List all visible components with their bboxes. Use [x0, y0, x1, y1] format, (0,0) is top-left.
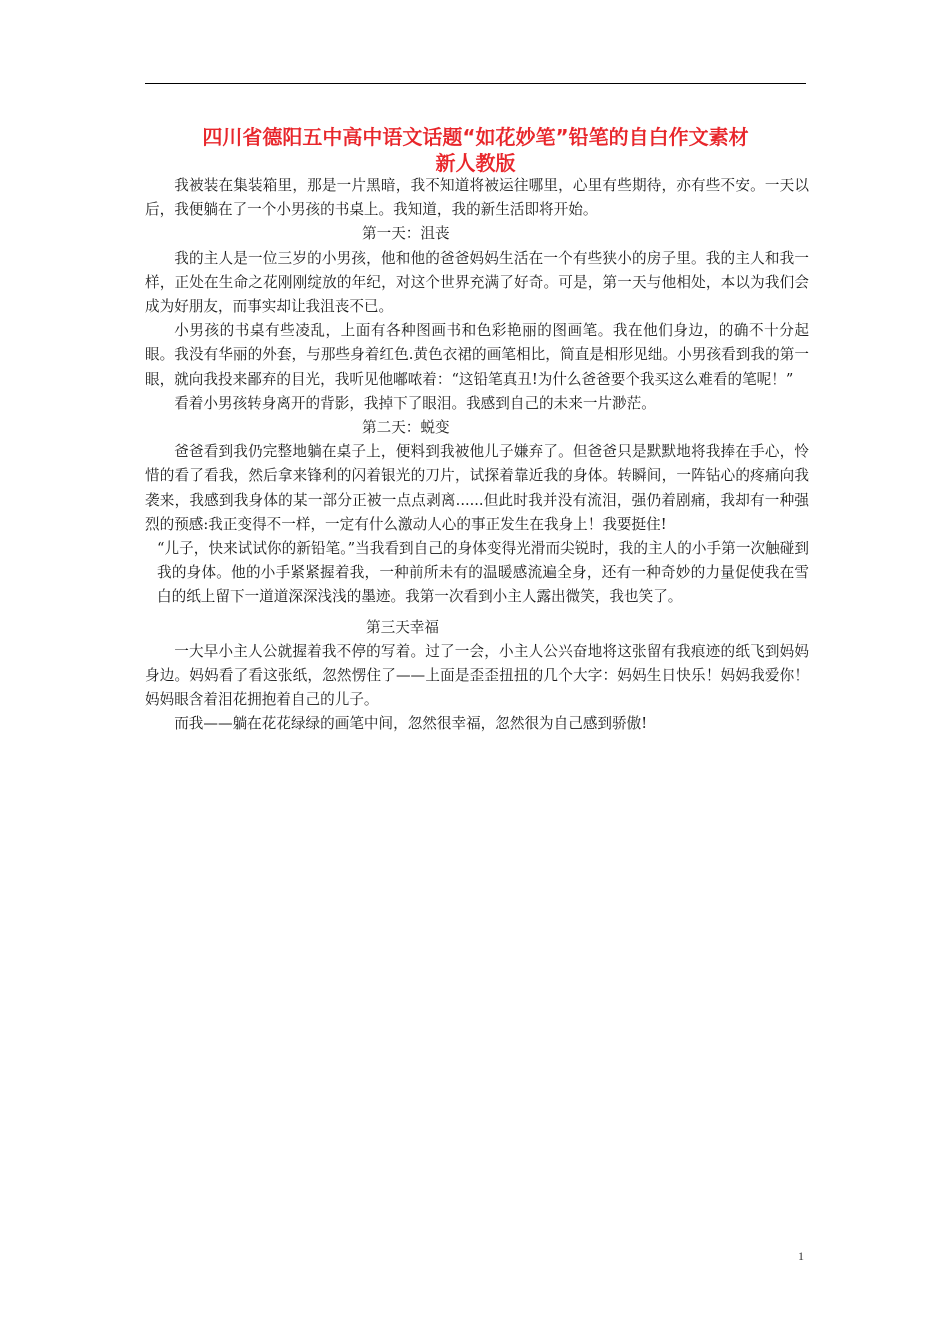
page-number: 1 — [798, 1249, 804, 1263]
paragraph: 爸爸看到我仍完整地躺在桌子上，便料到我被他儿子嫌弃了。但爸爸只是默默地将我捧在手心，怜惜的看了看我，然后拿来锋利的闪着银光的刀片，试探着靠近我的身体。转瞬间，一阵钻心的疼痛向我袭来，我感到我身体的某一部分正被一点点剥离......但此时我并没有流泪，强仍着剧痛，我却有一种强烈的预感:我正变得不一样，一定有什么激动人心的事正发生在我身上！我要挺住! — [145, 443, 809, 533]
header-rule — [145, 83, 806, 84]
title-line-1: 四川省德阳五中高中语文话题“如花妙笔”铅笔的自白作文素材 — [202, 125, 749, 149]
paragraph: 我被装在集装箱里，那是一片黑暗，我不知道将被运往哪里，心里有些期待，亦有些不安。一天以后，我便躺在了一个小男孩的书桌上。我知道，我的新生活即将开始。 — [145, 177, 809, 219]
document-title — [145, 124, 806, 176]
section-heading-day1: 第一天：沮丧 — [362, 225, 450, 243]
section-heading-day2: 第二天：蜕变 — [362, 419, 450, 437]
title-line-2: 新人教版 — [435, 151, 516, 175]
paragraph: 我的主人是一位三岁的小男孩，他和他的爸爸妈妈生活在一个有些狭小的房子里。我的主人和我一样，正处在生命之花刚刚绽放的年纪，对这个世界充满了好奇。可是，第一天与他相处，本以为我们会成为好朋友，而事实却让我沮丧不已。 — [145, 249, 809, 316]
section-heading-day3: 第三天幸福 — [366, 618, 439, 636]
paragraph: 而我——躺在花花绿绿的画笔中间，忽然很幸福，忽然很为自己感到骄傲! — [174, 715, 648, 733]
document-body — [145, 174, 809, 737]
paragraph: 一大早小主人公就握着我不停的写着。过了一会，小主人公兴奋地将这张留有我痕迹的纸飞到妈妈身边。妈妈看了看这张纸，忽然愣住了——上面是歪歪扭扭的几个大字：妈妈生日快乐！妈妈我爱你！妈妈眼含着泪花拥抱着自己的儿子。 — [145, 642, 809, 709]
paragraph: “儿子，快来试试你的新铅笔。”当我看到自己的身体变得光滑而尖锐时，我的主人的小手第一次触碰到我的身体。他的小手紧紧握着我，一种前所未有的温暖感流遍全身，还有一种奇妙的力量促使我在雪白的纸上留下一道道深深浅浅的墨迹。我第一次看到小主人露出微笑，我也笑了。 — [157, 540, 809, 606]
paragraph: 看着小男孩转身离开的背影，我掉下了眼泪。我感到自己的未来一片渺茫。 — [174, 394, 656, 412]
paragraph: 小男孩的书桌有些凌乱，上面有各种图画书和色彩艳丽的图画笔。我在他们身边，的确不十分起眼。我没有华丽的外套，与那些身着红色.黄色衣裙的画笔相比，简直是相形见绌。小男孩看到我的第一眼，就向我投来鄙弃的目光，我听见他嘟哝着：“这铅笔真丑!为什么爸爸要个我买这么难看的笔呢！” — [145, 322, 809, 388]
